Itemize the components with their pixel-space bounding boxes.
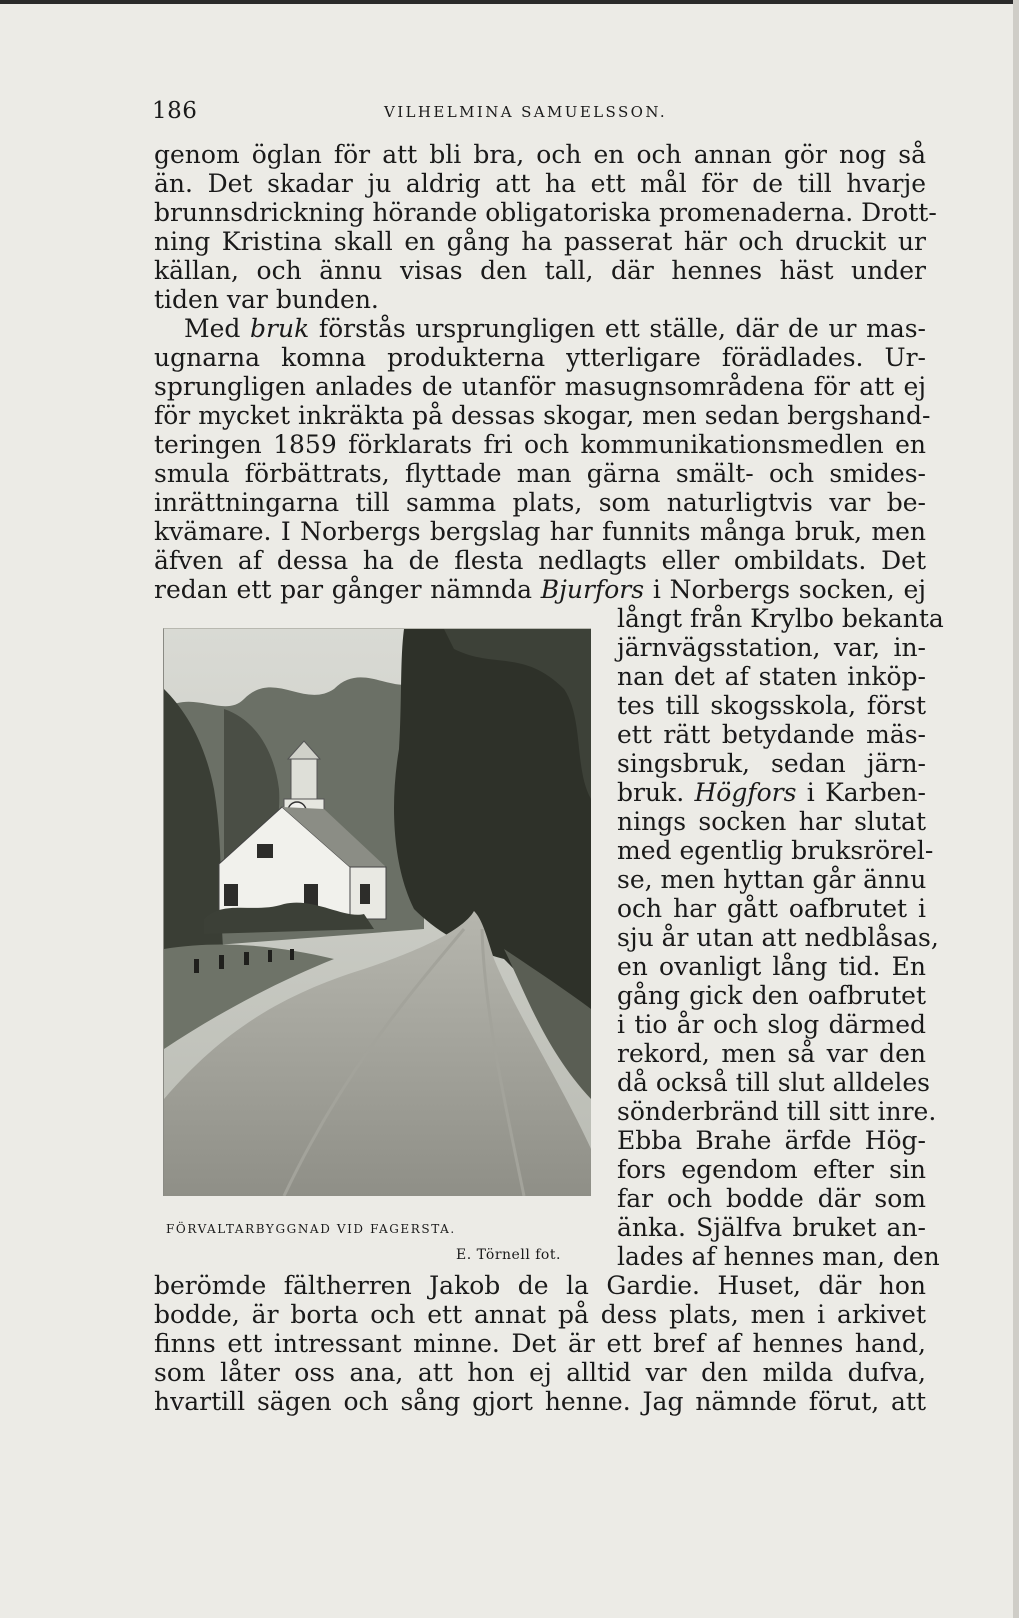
text-line: inrättningarna till samma plats, som naturligtvis var be- xyxy=(154,488,926,517)
column-text-line: singsbruk, sedan järn- xyxy=(617,749,926,778)
column-text-line: Ebba Brahe ärfde Hög- xyxy=(617,1126,926,1155)
running-head xyxy=(150,98,920,128)
italic-term-bjurfors: Bjurfors xyxy=(540,575,645,604)
page-number: 186 xyxy=(152,98,198,124)
column-text-line: nan det af staten inköp- xyxy=(617,662,926,691)
column-text-line: änka. Själfva bruket an- xyxy=(617,1213,926,1242)
column-text-line: rekord, men så var den xyxy=(617,1039,926,1068)
text-line: som låter oss ana, att hon ej alltid var den milda dufva, xyxy=(154,1358,926,1387)
text-line: hvartill sägen och sång gjort henne. Jag nämnde förut, att xyxy=(154,1387,926,1416)
column-text-line: se, men hyttan går ännu xyxy=(617,865,927,894)
text-line: berömde fältherren Jakob de la Gardie. Huset, där hon xyxy=(154,1271,926,1300)
italic-term-bruk: bruk xyxy=(250,314,310,343)
text-line: ning Kristina skall en gång ha passerat här och druckit ur xyxy=(154,227,926,256)
column-text-line: ett rätt betydande mäs- xyxy=(617,720,926,749)
text-line: källan, och ännu visas den tall, där hennes häst under xyxy=(154,256,926,285)
photo-illustration xyxy=(164,629,591,1196)
column-text-line: far och bodde där som xyxy=(617,1184,926,1213)
italic-term-hogfors: Högfors xyxy=(694,778,797,807)
text-line: för mycket inkräkta på dessas skogar, men sedan bergshand- xyxy=(154,401,931,430)
column-text-line: sönderbränd till sitt inre. xyxy=(617,1097,937,1126)
running-title: VILHELMINA SAMUELSSON. xyxy=(384,103,668,121)
column-text-line: nings socken har slutat xyxy=(617,807,926,836)
text-line: ugnarna komna produkterna ytterligare förädlades. Ur- xyxy=(154,343,926,372)
text-span: Med xyxy=(184,314,251,343)
text-line: än. Det skadar ju aldrig att ha ett mål för de till hvarje xyxy=(154,169,926,198)
text-line: finns ett intressant minne. Det är ett bref af hennes hand, xyxy=(154,1329,926,1358)
photo-credit: E. Törnell fot. xyxy=(456,1247,561,1263)
text-span: förstås ursprungligen ett ställe, där de ur mas- xyxy=(309,314,927,343)
column-text-line: då också till slut alldeles xyxy=(617,1068,930,1097)
text-line xyxy=(154,575,926,605)
photograph-forvaltarbyggnad xyxy=(163,628,591,1196)
column-text-line: fors egendom efter sin xyxy=(617,1155,926,1184)
text-line: äfven af dessa ha de flesta nedlagts eller ombildats. Det xyxy=(154,546,926,575)
text-span: i Karben- xyxy=(796,778,926,807)
text-span: i Norbergs socken, ej xyxy=(644,575,926,604)
column-text-line: lades af hennes man, den xyxy=(617,1242,940,1271)
column-text-line: med egentlig bruksrörel- xyxy=(617,836,934,865)
column-text-line xyxy=(617,778,926,808)
text-line: tiden var bunden. xyxy=(154,285,379,314)
text-line: bodde, är borta och ett annat på dess plats, men i arkivet xyxy=(154,1300,926,1329)
page-top-edge xyxy=(0,0,1019,4)
text-line: genom öglan för att bli bra, och en och annan gör nog så xyxy=(154,140,926,169)
figure-caption: FÖRVALTARBYGGNAD VID FAGERSTA. xyxy=(166,1222,456,1236)
text-line xyxy=(154,314,926,344)
column-text-line: gång gick den oafbrutet xyxy=(617,981,926,1010)
column-text-line: och har gått oafbrutet i xyxy=(617,894,926,923)
text-line: brunnsdrickning hörande obligatoriska promenaderna. Drott- xyxy=(154,198,937,227)
page-right-edge xyxy=(1013,0,1019,1618)
text-span: bruk. xyxy=(617,778,695,807)
text-line: teringen 1859 förklarats fri och kommunikationsmedlen en xyxy=(154,430,926,459)
column-text-line: järnvägsstation, var, in- xyxy=(617,633,926,662)
text-line: smula förbättrats, flyttade man gärna smält- och smides- xyxy=(154,459,926,488)
column-text-line: i tio år och slog därmed xyxy=(617,1010,926,1039)
text-line: sprungligen anlades de utanför masugnsområdena för att ej xyxy=(154,372,926,401)
column-text-line: tes till skogsskola, först xyxy=(617,691,926,720)
text-line: kvämare. I Norbergs bergslag har funnits många bruk, men xyxy=(154,517,926,546)
column-text-line: långt från Krylbo bekanta xyxy=(617,604,944,633)
column-text-line: sju år utan att nedblåsas, xyxy=(617,923,939,952)
column-text-line: en ovanligt lång tid. En xyxy=(617,952,926,981)
text-span: redan ett par gånger nämnda xyxy=(154,575,541,604)
